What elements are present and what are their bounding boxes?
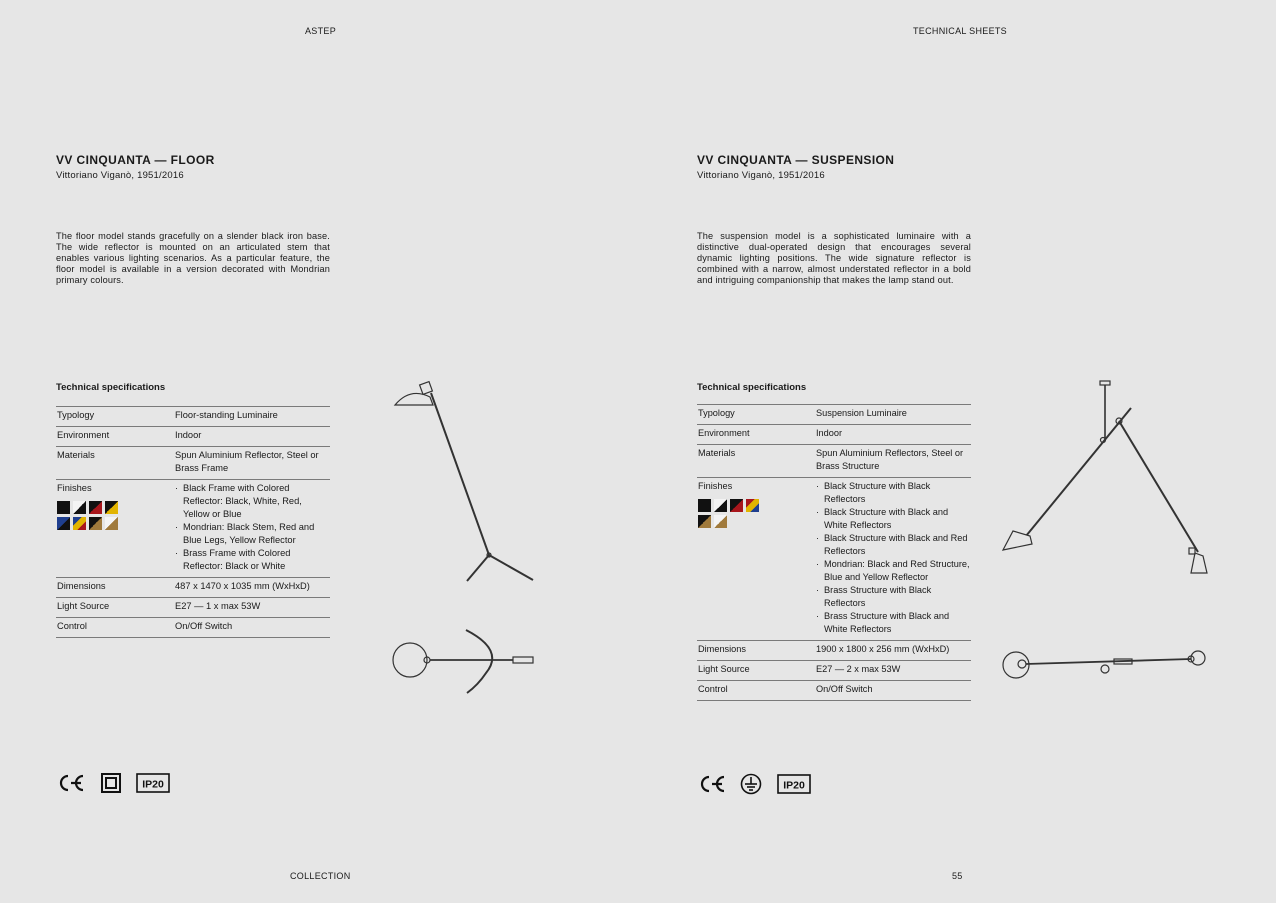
suspension-lamp-top-drawing <box>998 645 1213 680</box>
ip20-label: IP20 <box>783 779 805 792</box>
spec-row-materials <box>697 445 971 478</box>
product-description: The suspension model is a sophisticated luminaire with a distinctive dual-operated design that encourages several dynamic lighting positions. The wide signature reflector is combined with a narrow, almost understated reflector in a bold and intriguing companionship that makes the lamp stand out. <box>697 231 971 285</box>
spec-value: 487 x 1470 x 1035 mm (WxHxD) <box>175 578 330 598</box>
ip20-icon <box>777 774 811 794</box>
spec-row-light-source <box>697 661 971 681</box>
spec-row-light-source <box>56 598 330 618</box>
finish-item: · Black Frame with Colored Reflector: Black, White, Red, Yellow or Blue <box>175 482 330 521</box>
product-subtitle: Vittoriano Viganò, 1951/2016 <box>697 170 825 181</box>
spec-heading: Technical specifications <box>56 382 166 393</box>
page-number: 55 <box>952 871 963 881</box>
spec-table <box>56 406 330 638</box>
spec-value: On/Off Switch <box>816 681 971 701</box>
spec-label <box>56 480 175 578</box>
finish-item: · Black Structure with Black Reflectors <box>816 480 971 506</box>
spec-row-environment <box>697 425 971 445</box>
spec-value: Indoor <box>816 425 971 445</box>
ip20-icon <box>136 773 170 793</box>
spec-row-dimensions <box>56 578 330 598</box>
ce-mark-icon <box>56 773 86 793</box>
finish-item: · Brass Structure with Black and White Reflectors <box>816 610 971 636</box>
spec-row-typology <box>697 405 971 425</box>
certifications <box>697 773 811 795</box>
swatch-brass-black <box>89 517 102 530</box>
spec-row-typology <box>56 407 330 427</box>
spec-value: Spun Aluminium Reflector, Steel or Brass Frame <box>175 447 330 480</box>
spec-label: Dimensions <box>697 641 816 661</box>
spec-label <box>697 478 816 641</box>
spec-value: Suspension Luminaire <box>816 405 971 425</box>
earth-ground-icon <box>740 773 762 795</box>
finishes-list <box>816 480 971 636</box>
spec-label: Materials <box>697 445 816 478</box>
ip20-label: IP20 <box>142 778 164 791</box>
swatch-black-yellow <box>105 501 118 514</box>
page-footer: COLLECTION <box>290 871 351 881</box>
certifications <box>56 773 170 793</box>
spec-row-materials <box>56 447 330 480</box>
floor-lamp-side-drawing <box>385 375 545 590</box>
swatch-brass-white <box>714 515 727 528</box>
swatch-black <box>57 501 70 514</box>
finish-item: · Brass Structure with Black Reflectors <box>816 584 971 610</box>
spec-label: Environment <box>56 427 175 447</box>
swatch-black-red <box>89 501 102 514</box>
right-page <box>638 0 1276 903</box>
spec-value: 1900 x 1800 x 256 mm (WxHxD) <box>816 641 971 661</box>
page-header: TECHNICAL SHEETS <box>913 26 1007 36</box>
spec-row-finishes <box>56 480 330 578</box>
spec-label: Typology <box>697 405 816 425</box>
page-header: ASTEP <box>305 26 337 36</box>
spec-label: Control <box>56 618 175 638</box>
spec-value: Indoor <box>175 427 330 447</box>
swatch-black-white <box>714 499 727 512</box>
spec-row-finishes <box>697 478 971 641</box>
product-title: VV CINQUANTA — FLOOR <box>56 153 215 167</box>
finish-item: · Brass Frame with Colored Reflector: Black or White <box>175 547 330 573</box>
spec-value: Floor-standing Luminaire <box>175 407 330 427</box>
swatch-brass-black <box>698 515 711 528</box>
spec-label: Control <box>697 681 816 701</box>
class-ii-icon <box>100 773 122 793</box>
spec-value: E27 — 1 x max 53W <box>175 598 330 618</box>
product-subtitle: Vittoriano Viganò, 1951/2016 <box>56 170 184 181</box>
finish-item: · Black Structure with Black and White Reflectors <box>816 506 971 532</box>
finish-item: · Mondrian: Black and Red Structure, Blue and Yellow Reflector <box>816 558 971 584</box>
product-title: VV CINQUANTA — SUSPENSION <box>697 153 895 167</box>
spec-label: Materials <box>56 447 175 480</box>
finishes-label: Finishes <box>698 481 733 491</box>
spec-row-environment <box>56 427 330 447</box>
spec-label: Light Source <box>697 661 816 681</box>
finish-item: · Mondrian: Black Stem, Red and Blue Legs, Yellow Reflector <box>175 521 330 547</box>
swatch-black <box>698 499 711 512</box>
spec-row-dimensions <box>697 641 971 661</box>
spec-label: Dimensions <box>56 578 175 598</box>
spec-heading: Technical specifications <box>697 382 807 393</box>
spec-label: Light Source <box>56 598 175 618</box>
spec-label: Environment <box>697 425 816 445</box>
finishes-label: Finishes <box>57 483 92 493</box>
finishes-list <box>175 482 330 573</box>
swatch-mondrian <box>746 499 759 512</box>
swatch-black-red <box>730 499 743 512</box>
spec-row-control <box>697 681 971 701</box>
spec-value <box>816 478 971 641</box>
finish-swatches <box>57 501 175 530</box>
spec-value: E27 — 2 x max 53W <box>816 661 971 681</box>
spec-value: On/Off Switch <box>175 618 330 638</box>
product-description: The floor model stands gracefully on a slender black iron base. The wide reflector is mounted on an articulated stem that enables various lighting scenarios. As a particular feature, the floor model is available in a version decorated with Mondrian primary colours. <box>56 231 330 285</box>
ce-mark-icon <box>697 774 727 794</box>
finish-swatches <box>698 499 816 528</box>
spec-row-control <box>56 618 330 638</box>
swatch-brass-white <box>105 517 118 530</box>
suspension-lamp-side-drawing <box>998 378 1213 580</box>
swatch-black-white <box>73 501 86 514</box>
spec-value <box>175 480 330 578</box>
spec-label: Typology <box>56 407 175 427</box>
finish-item: · Black Structure with Black and Red Reflectors <box>816 532 971 558</box>
spec-value: Spun Aluminium Reflectors, Steel or Brass Structure <box>816 445 971 478</box>
floor-lamp-top-drawing <box>390 625 540 697</box>
swatch-black-blue <box>57 517 70 530</box>
swatch-mondrian <box>73 517 86 530</box>
spec-table <box>697 404 971 701</box>
